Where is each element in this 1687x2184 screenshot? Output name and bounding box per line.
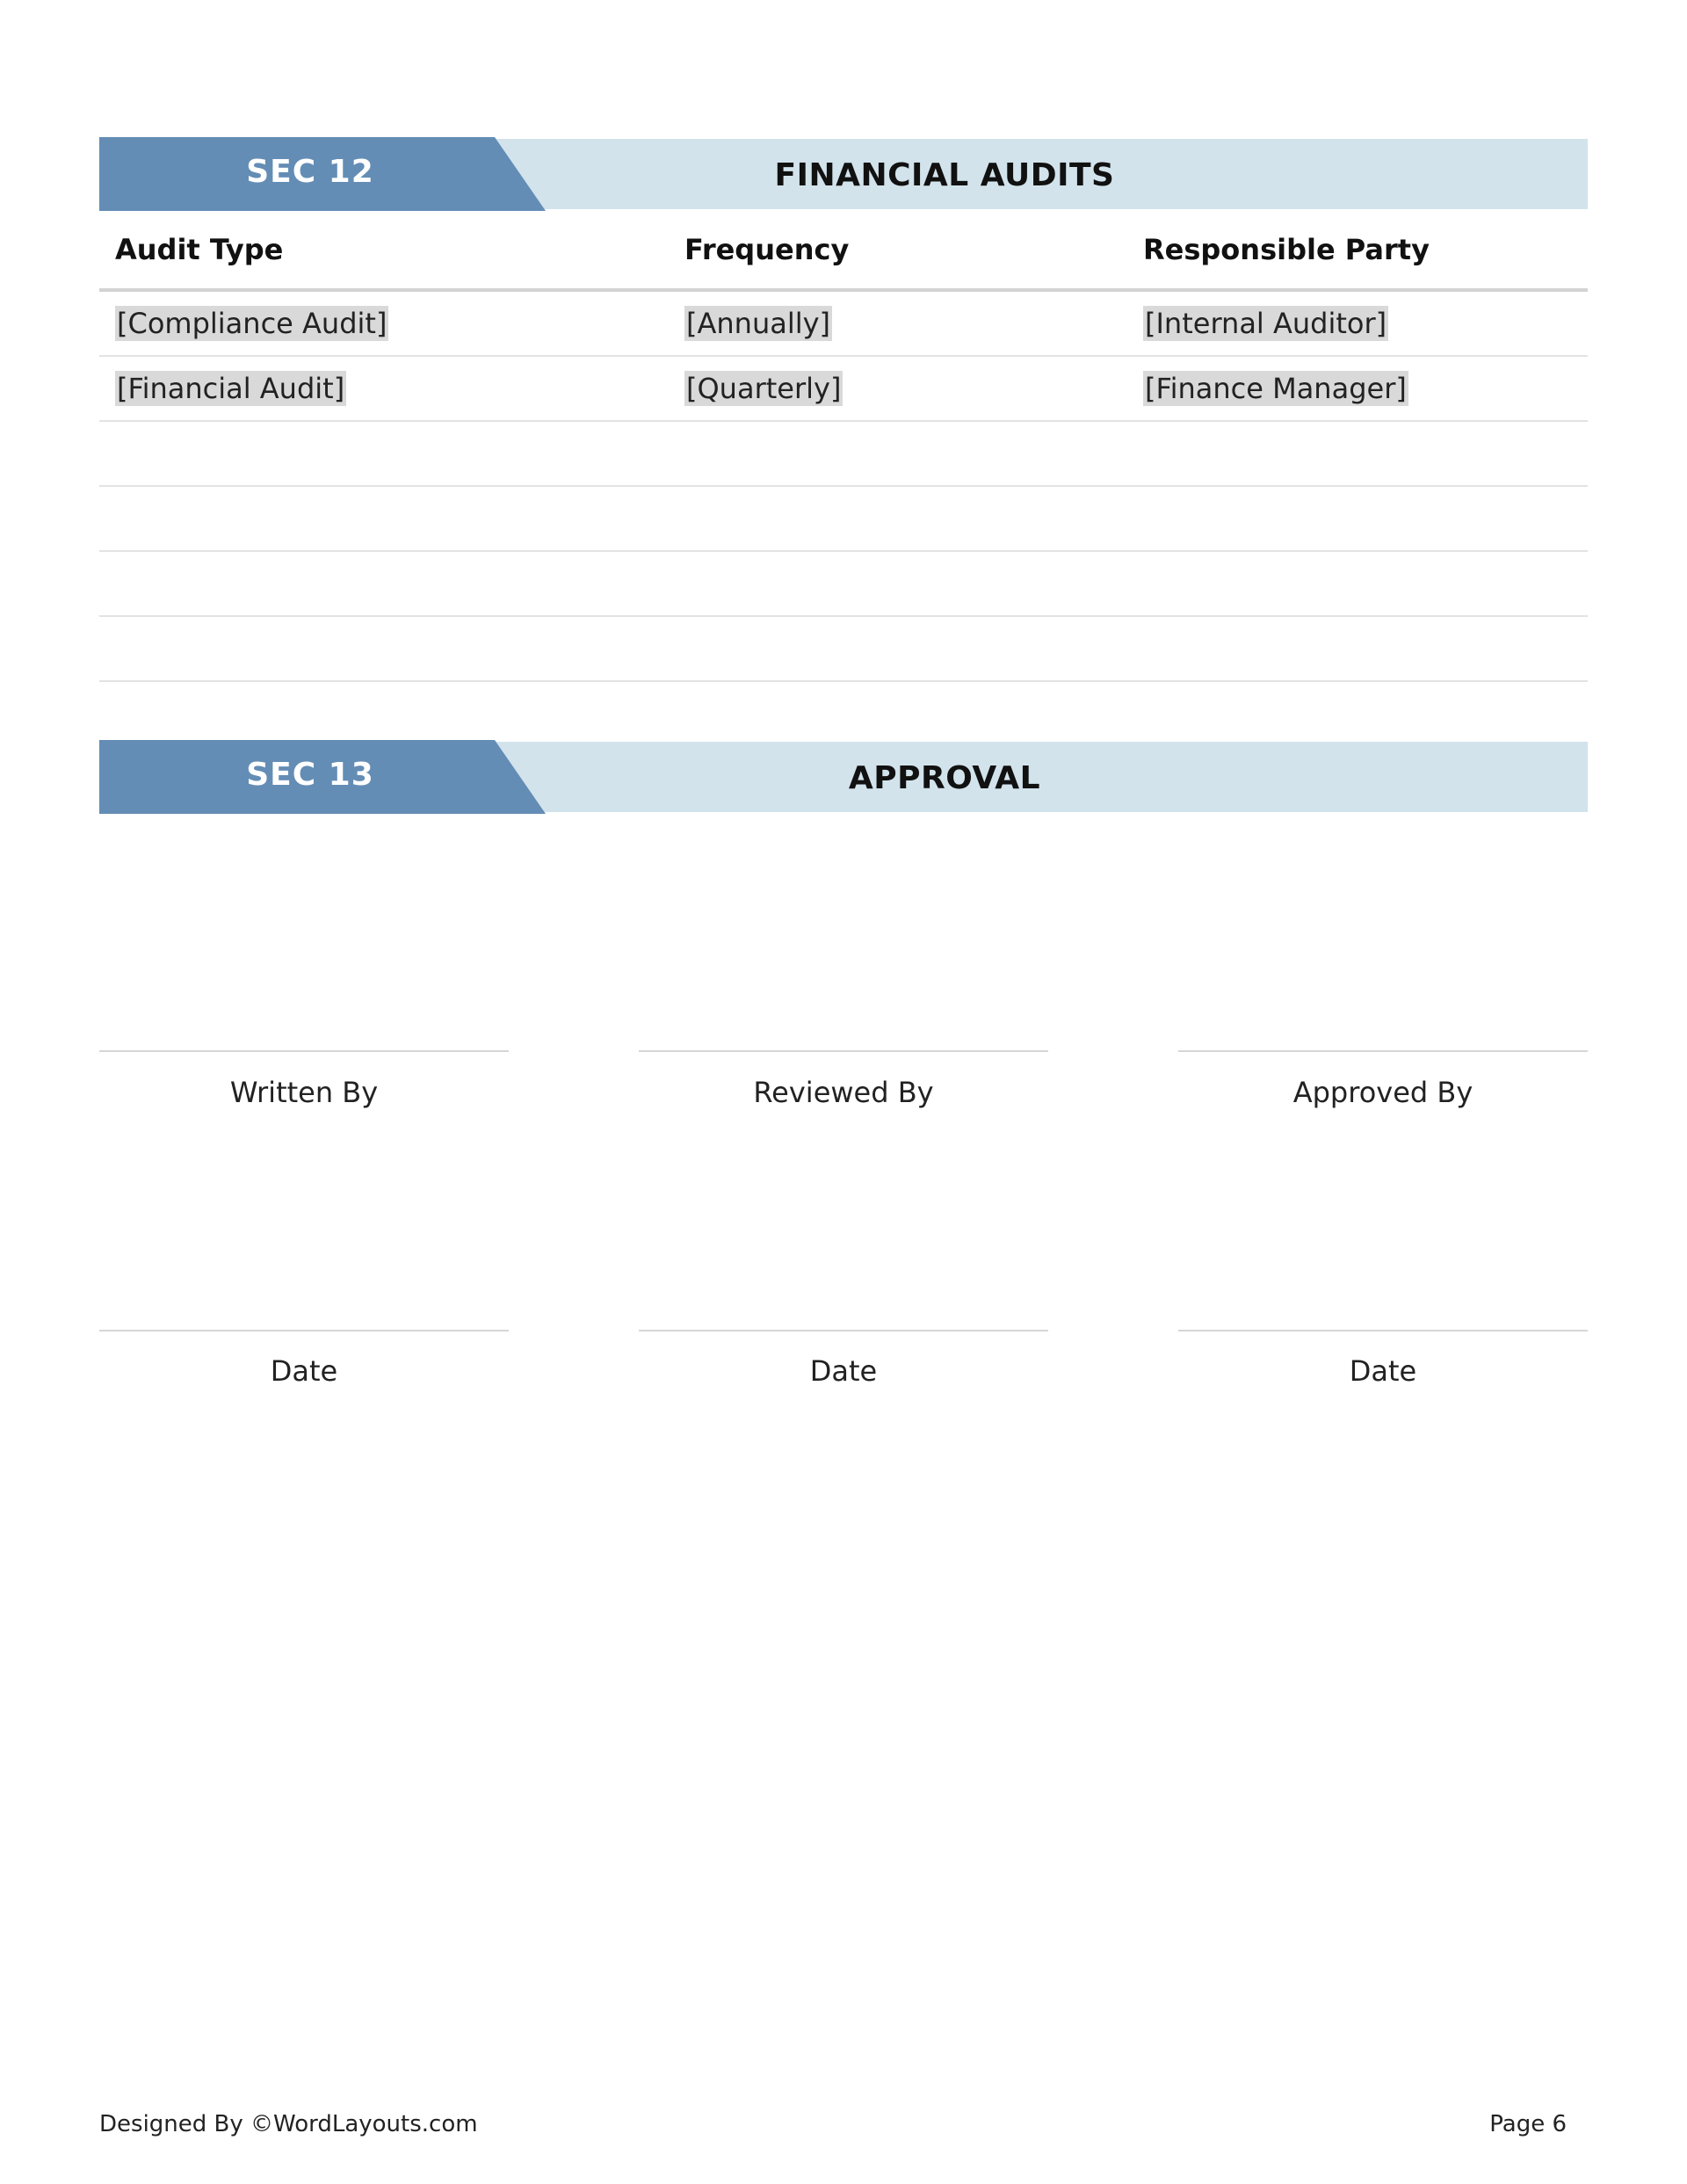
placeholder-text[interactable]: [Compliance Audit] — [117, 307, 387, 340]
section-title: FINANCIAL AUDITS — [774, 157, 1115, 193]
header-responsible-party: Responsible Party — [1143, 233, 1430, 266]
placeholder-text[interactable]: [Finance Manager] — [1145, 372, 1407, 405]
date-label: Date — [1349, 1354, 1417, 1388]
table-row-empty[interactable] — [99, 617, 1588, 682]
placeholder-text[interactable]: [Annually] — [686, 307, 831, 340]
cell-frequency[interactable] — [684, 292, 832, 355]
date-line-reviewed[interactable] — [639, 1330, 1048, 1331]
header-audit-type: Audit Type — [115, 233, 284, 266]
table-row-empty[interactable] — [99, 422, 1588, 487]
section-number: SEC 13 — [246, 757, 374, 793]
table-row — [99, 357, 1588, 422]
cell-audit-type[interactable] — [115, 357, 346, 420]
date-label: Date — [809, 1354, 878, 1388]
table-row-empty[interactable] — [99, 552, 1588, 617]
signature-line-approved[interactable] — [1178, 1050, 1588, 1052]
cell-responsible-party[interactable] — [1143, 357, 1408, 420]
placeholder-text[interactable]: [Internal Auditor] — [1145, 307, 1387, 340]
section-title: APPROVAL — [848, 760, 1041, 796]
table-row-empty[interactable] — [99, 487, 1588, 552]
date-line-written[interactable] — [99, 1330, 509, 1331]
cell-audit-type[interactable] — [115, 292, 388, 355]
page-number: Page 6 — [1489, 2111, 1567, 2137]
cell-frequency[interactable] — [684, 357, 843, 420]
section-12-banner — [99, 137, 1588, 211]
footer-credit: Designed By ©WordLayouts.com — [99, 2111, 478, 2137]
date-line-approved[interactable] — [1178, 1330, 1588, 1331]
audit-table — [99, 211, 1588, 682]
placeholder-text[interactable]: [Financial Audit] — [117, 372, 345, 405]
table-row — [99, 292, 1588, 357]
table-header-row — [99, 211, 1588, 292]
header-frequency: Frequency — [684, 233, 850, 266]
reviewed-by-label: Reviewed By — [753, 1076, 934, 1109]
placeholder-text[interactable]: [Quarterly] — [686, 372, 842, 405]
signature-line-reviewed[interactable] — [639, 1050, 1048, 1052]
written-by-label: Written By — [229, 1076, 379, 1109]
section-number: SEC 12 — [246, 154, 374, 190]
cell-responsible-party[interactable] — [1143, 292, 1388, 355]
date-label: Date — [270, 1354, 338, 1388]
signature-line-written[interactable] — [99, 1050, 509, 1052]
approved-by-label: Approved By — [1292, 1076, 1473, 1109]
section-13-banner — [99, 740, 1588, 814]
